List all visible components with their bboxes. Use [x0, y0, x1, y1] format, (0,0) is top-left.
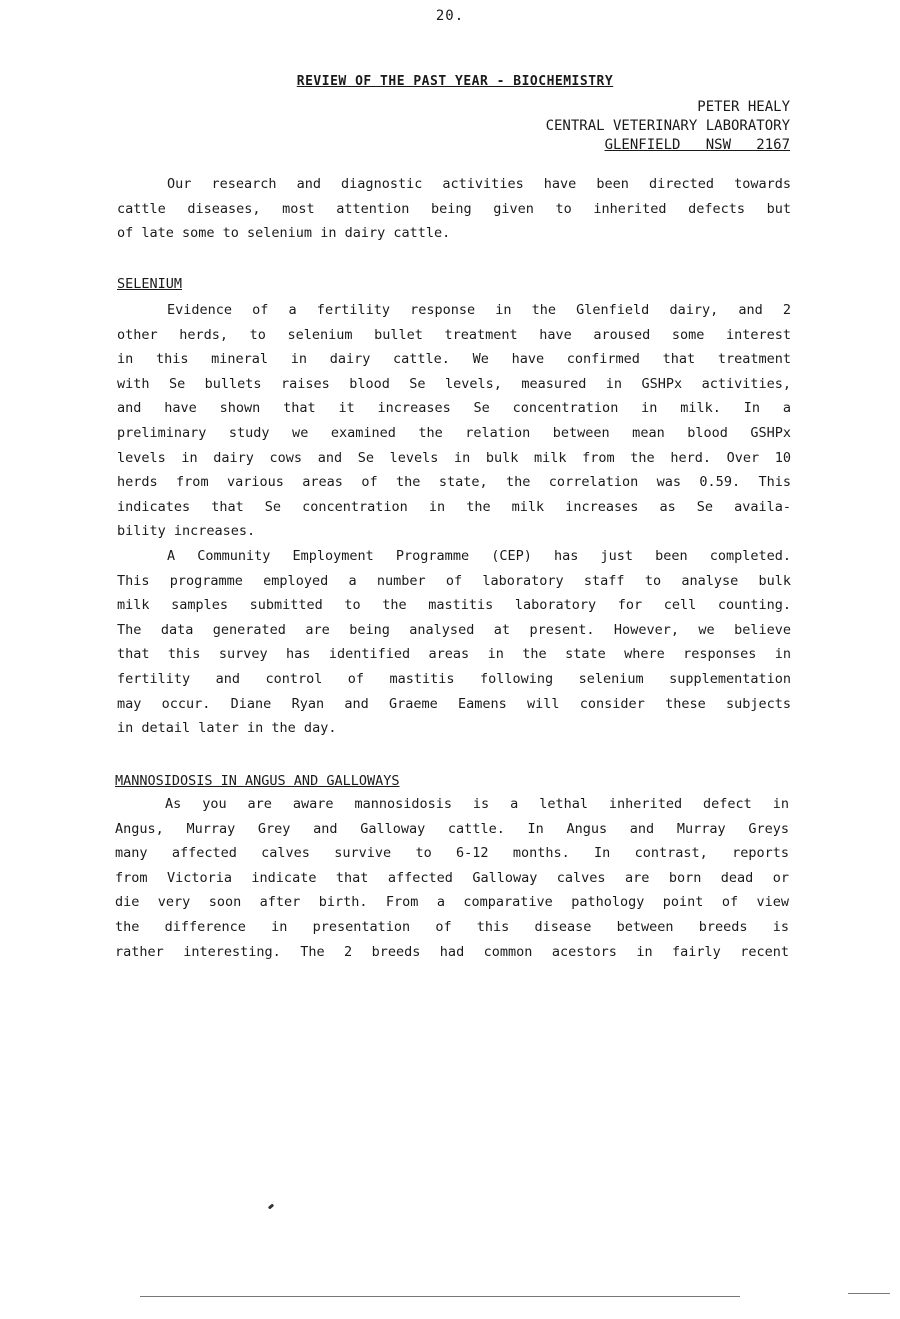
text-line: herds from various areas of the state, the correlation was 0.59. This [117, 474, 791, 491]
ink-speck [268, 1203, 275, 1209]
section-heading-mannosidosis: MANNOSIDOSIS IN ANGUS AND GALLOWAYS [115, 773, 400, 789]
text-line: The data generated are being analysed at present. However, we believe [117, 621, 791, 638]
text-line: die very soon after birth. From a comparative pathology point of view [115, 894, 789, 911]
text-line: As you are aware mannosidosis is a lethal inherited defect in [165, 796, 789, 812]
selenium-paragraph-1 [117, 298, 791, 544]
text-line: and have shown that it increases Se concentration in milk. In a [117, 400, 791, 417]
text-line: bility increases. [117, 523, 256, 540]
section-heading-selenium: SELENIUM [117, 276, 183, 292]
author-block [546, 98, 790, 155]
text-line: of late some to selenium in dairy cattle. [117, 225, 451, 242]
text-line: Evidence of a fertility response in the Glenfield dairy, and 2 [167, 302, 791, 318]
text-line: preliminary study we examined the relation between mean blood GSHPx [117, 424, 791, 441]
text-line: with Se bullets raises blood Se levels, measured in GSHPx activities, [117, 375, 791, 392]
mannosidosis-paragraph-1 [115, 792, 789, 964]
text-line: that this survey has identified areas in the state where responses in [117, 646, 791, 663]
author-address: GLENFIELD NSW 2167 [604, 137, 790, 153]
intro-paragraph [117, 172, 791, 246]
text-line: in this mineral in dairy cattle. We have confirmed that treatment [117, 351, 791, 368]
text-line: many affected calves survive to 6-12 months. In contrast, reports [115, 845, 789, 862]
page-number: 20. [435, 8, 465, 24]
footer-rule-right [848, 1293, 890, 1294]
text-line: milk samples submitted to the mastitis laboratory for cell counting. [117, 597, 791, 614]
text-line: rather interesting. The 2 breeds had common acestors in fairly recent [115, 943, 789, 960]
text-line: may occur. Diane Ryan and Graeme Eamens will consider these subjects [117, 695, 791, 712]
author-name: PETER HEALY [697, 99, 790, 115]
selenium-paragraph-2 [117, 544, 791, 741]
text-line: cattle diseases, most attention being given to inherited defects but [117, 200, 791, 217]
text-line: levels in dairy cows and Se levels in bulk milk from the herd. Over 10 [117, 449, 791, 466]
document-title: REVIEW OF THE PAST YEAR - BIOCHEMISTRY [296, 74, 614, 89]
text-line: indicates that Se concentration in the milk increases as Se availa- [117, 498, 791, 515]
text-line: Angus, Murray Grey and Galloway cattle. In Angus and Murray Greys [115, 820, 789, 837]
text-line: other herds, to selenium bullet treatment have aroused some interest [117, 326, 791, 343]
footer-rule [140, 1296, 740, 1297]
text-line: the difference in presentation of this disease between breeds is [115, 918, 789, 935]
author-organization: CENTRAL VETERINARY LABORATORY [545, 118, 790, 134]
text-line: This programme employed a number of laboratory staff to analyse bulk [117, 572, 791, 589]
text-line: from Victoria indicate that affected Galloway calves are born dead or [115, 869, 789, 886]
text-line: A Community Employment Programme (CEP) has just been completed. [167, 548, 791, 564]
text-line: fertility and control of mastitis following selenium supplementation [117, 670, 791, 687]
text-line: in detail later in the day. [117, 720, 337, 737]
text-line: Our research and diagnostic activities have been directed towards [167, 176, 791, 192]
